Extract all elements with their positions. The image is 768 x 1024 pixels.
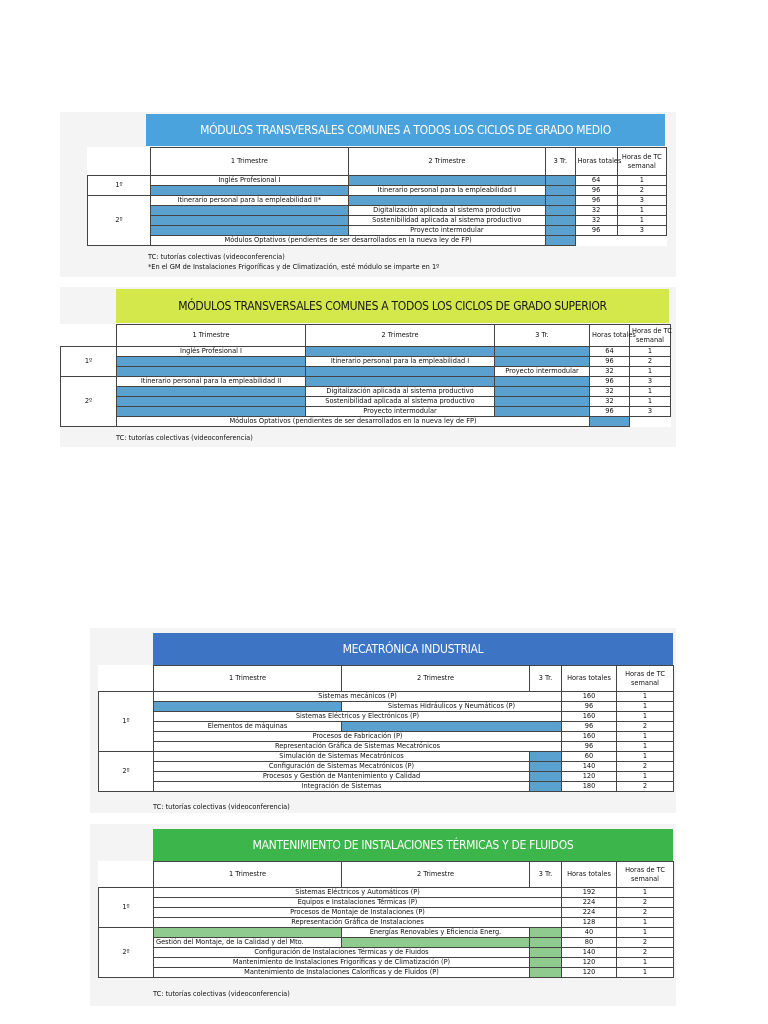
module-cell: Energías Renovables y Eficiencia Energ. xyxy=(342,928,530,938)
header-horas-tc: Horas de TC semanal xyxy=(617,862,674,888)
table-row xyxy=(99,762,674,772)
header-horas-tc: Horas de TC semanal xyxy=(617,666,674,692)
mecatronica-title: MECATRÓNICA INDUSTRIAL xyxy=(153,633,673,665)
horas-cell: 96 xyxy=(590,357,630,367)
table-row xyxy=(99,938,674,948)
tc-cell: 1 xyxy=(617,742,674,752)
table-row xyxy=(61,367,671,377)
module-cell: Digitalización aplicada al sistema productivo xyxy=(348,206,546,216)
table-row xyxy=(99,782,674,792)
header-blank xyxy=(88,148,151,176)
mecatronica-table xyxy=(98,665,674,792)
horas-cell: 32 xyxy=(575,216,617,226)
tc-cell: 2 xyxy=(617,948,674,958)
grado-superior-table xyxy=(60,324,671,427)
course-label: 1º xyxy=(99,888,154,928)
table-row xyxy=(99,948,674,958)
module-cell: Sostenibilidad aplicada al sistema productivo xyxy=(306,397,495,407)
tc-cell: 1 xyxy=(617,176,666,186)
table-row xyxy=(88,186,667,196)
tc-cell: 1 xyxy=(617,968,674,978)
module-cell: Equipos e Instalaciones Térmicas (P) xyxy=(154,898,562,908)
table-row xyxy=(61,397,671,407)
table-row xyxy=(88,216,667,226)
horas-cell: 180 xyxy=(562,782,617,792)
horas-cell: 96 xyxy=(575,186,617,196)
table-row xyxy=(99,732,674,742)
table-row xyxy=(88,226,667,236)
module-cell: Representación Gráfica de Instalaciones xyxy=(154,918,562,928)
mantenimiento-table xyxy=(98,861,674,978)
table-row xyxy=(61,407,671,417)
table-row xyxy=(99,908,674,918)
module-cell: Sistemas mecánicos (P) xyxy=(154,692,562,702)
tc-cell: 1 xyxy=(617,702,674,712)
tc-cell: 2 xyxy=(617,898,674,908)
header-blank xyxy=(99,666,154,692)
module-cell: Representación Gráfica de Sistemas Mecatrónicos xyxy=(154,742,562,752)
module-cell: Procesos de Fabricación (P) xyxy=(154,732,562,742)
tc-cell: 1 xyxy=(630,367,671,377)
module-cell: Módulos Optativos (pendientes de ser desarrollados en la nueva ley de FP) xyxy=(117,417,590,427)
module-cell: Configuración de Instalaciones Térmicas y de Fluidos xyxy=(154,948,530,958)
table-row xyxy=(99,742,674,752)
header-horas-totales: Horas totales xyxy=(575,148,617,176)
header-trimestre-1: 1 Trimestre xyxy=(154,666,342,692)
horas-cell: 96 xyxy=(575,196,617,206)
tc-cell: 2 xyxy=(617,938,674,948)
module-cell: Elementos de máquinas xyxy=(154,722,342,732)
course-label: 2º xyxy=(61,377,117,427)
table-row xyxy=(61,387,671,397)
module-cell: Proyecto intermodular xyxy=(495,367,590,377)
tc-cell: 1 xyxy=(617,216,666,226)
table-row xyxy=(99,702,674,712)
module-cell: Sistemas Eléctricos y Electrónicos (P) xyxy=(154,712,562,722)
header-horas-totales: Horas totales xyxy=(562,862,617,888)
module-cell: Sistemas Eléctricos y Automáticos (P) xyxy=(154,888,562,898)
table-row xyxy=(99,722,674,732)
footnote: *En el GM de Instalaciones Frigoríficas y de Climatización, esté módulo se imparte en 1º xyxy=(148,263,440,271)
horas-cell: 96 xyxy=(562,702,617,712)
table-row xyxy=(99,888,674,898)
horas-cell: 96 xyxy=(562,722,617,732)
horas-cell: 96 xyxy=(590,377,630,387)
module-cell: Itinerario personal para la empleabilidad I xyxy=(348,186,546,196)
module-cell: Itinerario personal para la empleabilidad II* xyxy=(151,196,349,206)
module-cell: Mantenimiento de Instalaciones Frigoríficas y de Climatización (P) xyxy=(154,958,530,968)
horas-cell: 64 xyxy=(575,176,617,186)
tc-cell: 1 xyxy=(630,397,671,407)
tc-cell: 2 xyxy=(617,908,674,918)
header-horas-tc: Horas de TC semanal xyxy=(630,325,671,347)
horas-cell: 120 xyxy=(562,772,617,782)
tc-cell: 1 xyxy=(630,347,671,357)
header-trimestre-3: 3 Tr. xyxy=(530,862,562,888)
table-row xyxy=(99,752,674,762)
tc-note: TC: tutorías colectivas (videoconferencia) xyxy=(148,253,285,261)
table-row xyxy=(99,898,674,908)
table-row xyxy=(99,928,674,938)
module-cell: Itinerario personal para la empleabilidad II xyxy=(117,377,306,387)
tc-cell: 1 xyxy=(617,958,674,968)
horas-cell: 32 xyxy=(590,367,630,377)
horas-cell: 140 xyxy=(562,762,617,772)
tc-note: TC: tutorías colectivas (videoconferencia) xyxy=(153,990,290,998)
tc-cell: 1 xyxy=(617,712,674,722)
header-trimestre-3: 3 Tr. xyxy=(530,666,562,692)
header-horas-totales: Horas totales xyxy=(562,666,617,692)
table-row xyxy=(99,968,674,978)
horas-cell: 120 xyxy=(562,968,617,978)
header-trimestre-1: 1 Trimestre xyxy=(117,325,306,347)
horas-cell: 32 xyxy=(590,387,630,397)
tc-cell: 2 xyxy=(617,186,666,196)
course-label: 2º xyxy=(99,928,154,978)
course-label: 2º xyxy=(88,196,151,246)
header-blank xyxy=(61,325,117,347)
header-trimestre-1: 1 Trimestre xyxy=(151,148,349,176)
tc-cell: 1 xyxy=(617,928,674,938)
tc-cell: 2 xyxy=(630,357,671,367)
header-trimestre-3: 3 Tr. xyxy=(495,325,590,347)
module-cell: Sistemas Hidráulicos y Neumáticos (P) xyxy=(342,702,562,712)
table-row xyxy=(88,196,667,206)
tc-cell: 2 xyxy=(617,762,674,772)
header-horas-totales: Horas totales xyxy=(590,325,630,347)
module-cell: Digitalización aplicada al sistema productivo xyxy=(306,387,495,397)
module-cell: Inglés Profesional I xyxy=(117,347,306,357)
horas-cell: 224 xyxy=(562,908,617,918)
module-cell: Simulación de Sistemas Mecatrónicos xyxy=(154,752,530,762)
header-trimestre-2: 2 Trimestre xyxy=(306,325,495,347)
horas-cell: 40 xyxy=(562,928,617,938)
horas-cell: 120 xyxy=(562,958,617,968)
header-blank xyxy=(99,862,154,888)
module-cell: Gestión del Montaje, de la Calidad y del Mto. xyxy=(154,938,342,948)
course-label: 1º xyxy=(61,347,117,377)
tc-cell: 1 xyxy=(630,387,671,397)
header-trimestre-1: 1 Trimestre xyxy=(154,862,342,888)
table-row xyxy=(61,417,671,427)
tc-note: TC: tutorías colectivas (videoconferencia) xyxy=(153,803,290,811)
table-row xyxy=(88,176,667,186)
horas-cell: 140 xyxy=(562,948,617,958)
module-cell: Procesos de Montaje de Instalaciones (P) xyxy=(154,908,562,918)
mantenimiento-section xyxy=(90,824,676,1006)
header-horas-tc: Horas de TC semanal xyxy=(617,148,666,176)
horas-cell: 32 xyxy=(575,206,617,216)
course-label: 1º xyxy=(88,176,151,196)
table-row xyxy=(61,357,671,367)
tc-cell: 3 xyxy=(630,407,671,417)
module-cell: Mantenimiento de Instalaciones Caloríficas y de Fluidos (P) xyxy=(154,968,530,978)
table-row xyxy=(99,918,674,928)
module-cell: Módulos Optativos (pendientes de ser desarrollados en la nueva ley de FP) xyxy=(151,236,546,246)
table-row xyxy=(99,712,674,722)
module-cell: Sostenibilidad aplicada al sistema productivo xyxy=(348,216,546,226)
horas-cell: 80 xyxy=(562,938,617,948)
tc-note: TC: tutorías colectivas (videoconferencia) xyxy=(116,434,253,442)
horas-cell: 96 xyxy=(590,407,630,417)
table-row xyxy=(99,692,674,702)
horas-cell: 192 xyxy=(562,888,617,898)
tc-cell: 1 xyxy=(617,752,674,762)
header-trimestre-2: 2 Trimestre xyxy=(342,666,530,692)
horas-cell: 160 xyxy=(562,692,617,702)
horas-cell: 96 xyxy=(562,742,617,752)
tc-cell: 3 xyxy=(630,377,671,387)
tc-cell: 1 xyxy=(617,732,674,742)
course-label: 2º xyxy=(99,752,154,792)
mecatronica-section xyxy=(90,628,676,813)
tc-cell: 1 xyxy=(617,772,674,782)
horas-cell: 160 xyxy=(562,732,617,742)
table-row xyxy=(99,772,674,782)
tc-cell: 1 xyxy=(617,888,674,898)
tc-cell: 3 xyxy=(617,196,666,206)
table-row xyxy=(99,958,674,968)
tc-cell: 3 xyxy=(617,226,666,236)
tc-cell: 1 xyxy=(617,918,674,928)
module-cell: Proyecto intermodular xyxy=(348,226,546,236)
grado-medio-section xyxy=(60,112,676,277)
table-row xyxy=(88,206,667,216)
module-cell: Itinerario personal para la empleabilidad I xyxy=(306,357,495,367)
horas-cell: 224 xyxy=(562,898,617,908)
module-cell: Proyecto intermodular xyxy=(306,407,495,417)
mantenimiento-title: MANTENIMIENTO DE INSTALACIONES TÉRMICAS Y DE FLUIDOS xyxy=(153,829,673,861)
horas-cell: 96 xyxy=(575,226,617,236)
grado-superior-title: MÓDULOS TRANSVERSALES COMUNES A TODOS LOS CICLOS DE GRADO SUPERIOR xyxy=(116,289,669,323)
table-row xyxy=(61,377,671,387)
horas-cell: 128 xyxy=(562,918,617,928)
horas-cell: 32 xyxy=(590,397,630,407)
module-cell: Integración de Sistemas xyxy=(154,782,530,792)
tc-cell: 1 xyxy=(617,206,666,216)
module-cell: Procesos y Gestión de Mantenimiento y Calidad xyxy=(154,772,530,782)
grado-medio-title: MÓDULOS TRANSVERSALES COMUNES A TODOS LOS CICLOS DE GRADO MEDIO xyxy=(146,114,665,146)
course-label: 1º xyxy=(99,692,154,752)
module-cell: Configuración de Sistemas Mecatrónicos (P) xyxy=(154,762,530,772)
header-trimestre-3: 3 Tr. xyxy=(546,148,575,176)
tc-cell: 2 xyxy=(617,782,674,792)
table-row xyxy=(88,236,667,246)
grado-superior-section xyxy=(60,287,676,447)
horas-cell: 64 xyxy=(590,347,630,357)
header-trimestre-2: 2 Trimestre xyxy=(348,148,546,176)
horas-cell: 160 xyxy=(562,712,617,722)
horas-cell: 60 xyxy=(562,752,617,762)
grado-medio-table xyxy=(87,147,667,246)
tc-cell: 2 xyxy=(617,722,674,732)
tc-cell: 1 xyxy=(617,692,674,702)
table-row xyxy=(61,347,671,357)
header-trimestre-2: 2 Trimestre xyxy=(342,862,530,888)
module-cell: Inglés Profesional I xyxy=(151,176,349,186)
